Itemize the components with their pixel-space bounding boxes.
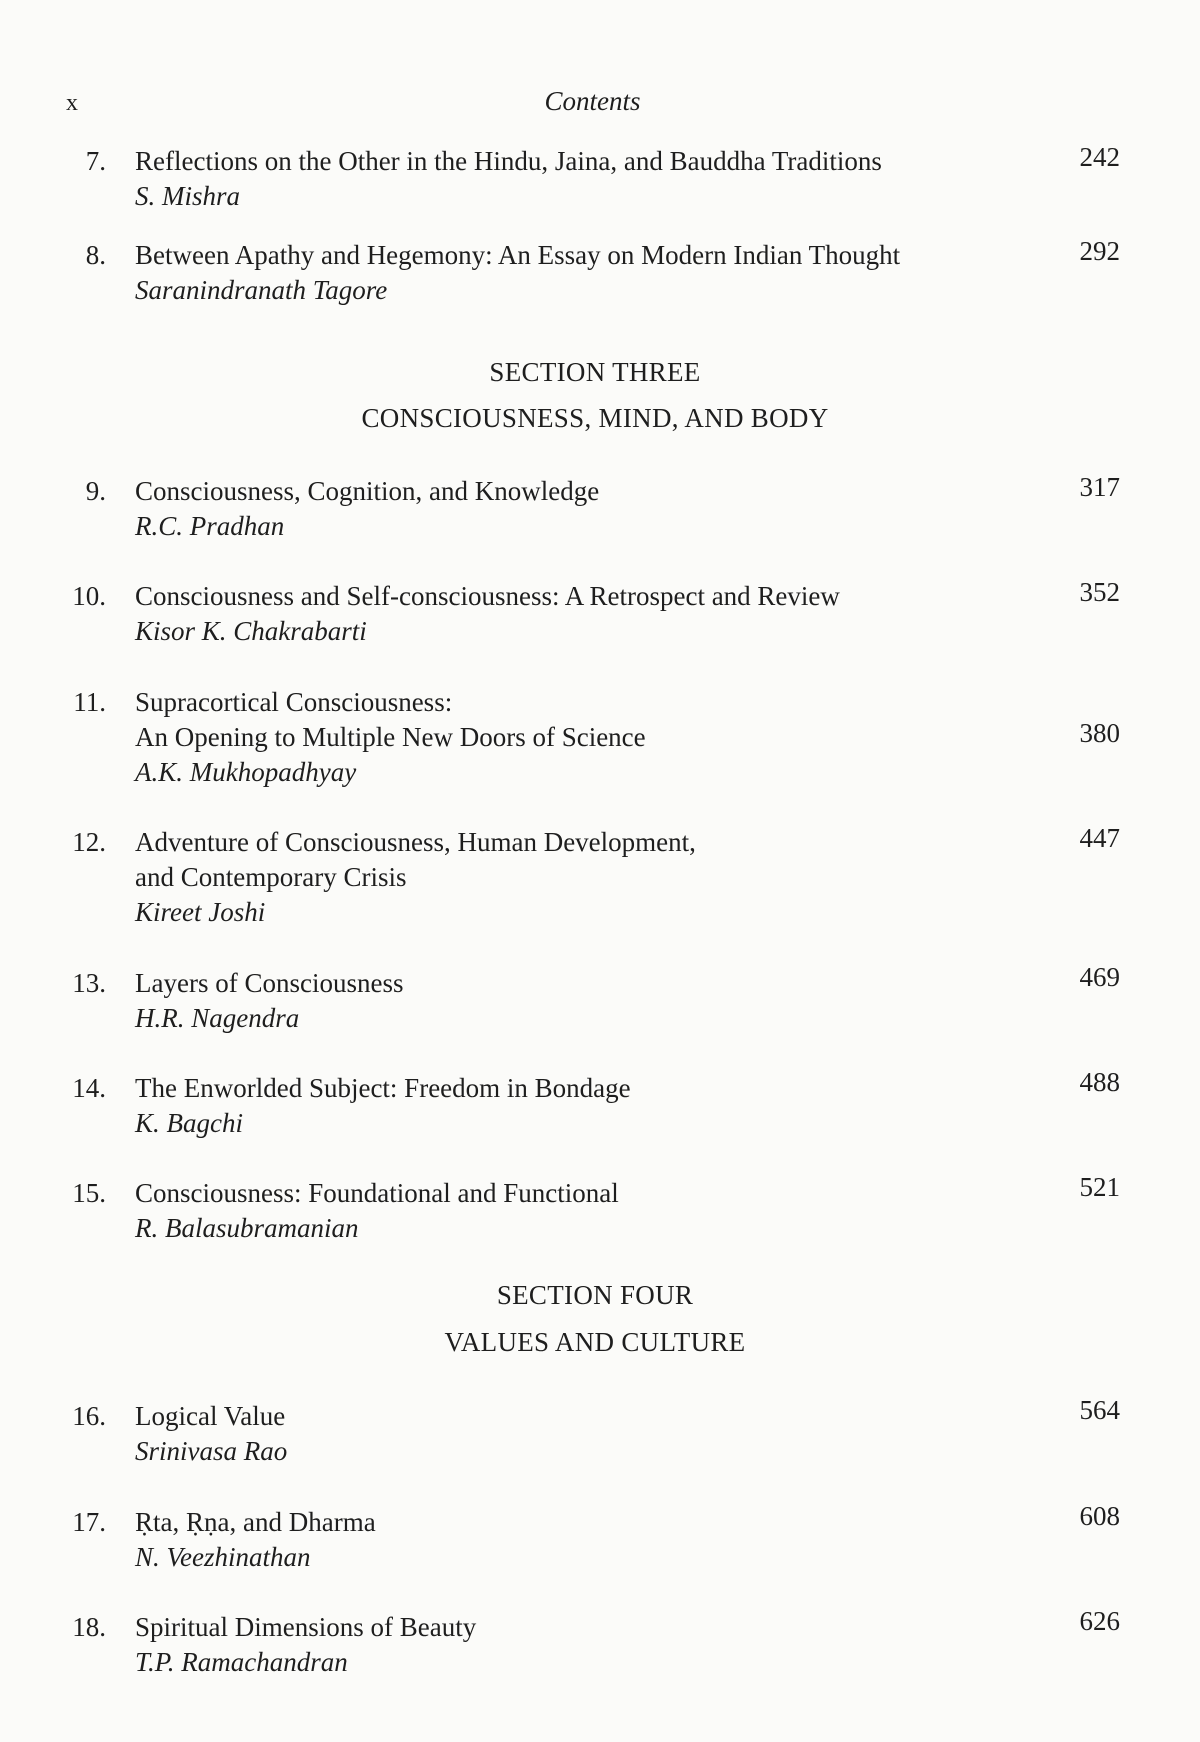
entry-title: Consciousness: Foundational and Functional bbox=[135, 1178, 619, 1208]
entry-author: R.C. Pradhan bbox=[135, 511, 285, 541]
section-four-title: VALUES AND CULTURE bbox=[444, 1327, 746, 1357]
entry-number: 16. bbox=[72, 1401, 106, 1431]
entry-page: 608 bbox=[1079, 1501, 1120, 1531]
page-folio: x bbox=[66, 90, 78, 116]
entry-title: Logical Value bbox=[135, 1401, 286, 1431]
entry-title: Consciousness and Self-consciousness: A Retrospect and Review bbox=[135, 581, 840, 611]
entry-number: 7. bbox=[85, 146, 106, 176]
entry-title-line-2: An Opening to Multiple New Doors of Science bbox=[135, 722, 646, 752]
section-three-title: CONSCIOUSNESS, MIND, AND BODY bbox=[361, 403, 829, 433]
entry-page: 469 bbox=[1079, 962, 1120, 992]
entry-page: 626 bbox=[1079, 1606, 1120, 1636]
section-three-label: SECTION THREE bbox=[489, 357, 701, 387]
entry-author: Kisor K. Chakrabarti bbox=[135, 616, 367, 646]
entry-page: 488 bbox=[1079, 1067, 1120, 1097]
entry-number: 11. bbox=[73, 687, 106, 717]
entry-author: A.K. Mukhopadhyay bbox=[135, 757, 357, 787]
entry-page: 317 bbox=[1079, 472, 1120, 502]
entry-number: 9. bbox=[85, 476, 106, 506]
entry-title: Layers of Consciousness bbox=[135, 968, 404, 998]
entry-author: T.P. Ramachandran bbox=[135, 1647, 348, 1677]
entry-number: 8. bbox=[85, 240, 106, 270]
entry-page: 352 bbox=[1079, 577, 1120, 607]
page-header bbox=[0, 86, 1200, 126]
entry-number: 14. bbox=[72, 1073, 106, 1103]
section-four-label: SECTION FOUR bbox=[496, 1280, 694, 1310]
entry-number: 17. bbox=[72, 1507, 106, 1537]
entry-author: N. Veezhinathan bbox=[135, 1542, 311, 1572]
entry-page: 380 bbox=[1079, 718, 1120, 748]
running-title: Contents bbox=[544, 86, 641, 116]
entry-author: Saranindranath Tagore bbox=[135, 275, 388, 305]
entry-number: 18. bbox=[72, 1612, 106, 1642]
entry-page: 447 bbox=[1079, 823, 1120, 853]
entry-title: Consciousness, Cognition, and Knowledge bbox=[135, 476, 600, 506]
entry-title-line-1: Supracortical Consciousness: bbox=[135, 687, 453, 717]
entry-author: Srinivasa Rao bbox=[135, 1436, 288, 1466]
entry-number: 13. bbox=[72, 968, 106, 998]
entry-author: H.R. Nagendra bbox=[135, 1003, 300, 1033]
entry-author: K. Bagchi bbox=[135, 1108, 243, 1138]
entry-page: 564 bbox=[1079, 1395, 1120, 1425]
entry-title: Between Apathy and Hegemony: An Essay on Modern Indian Thought bbox=[135, 240, 901, 270]
entry-title: Reflections on the Other in the Hindu, Jaina, and Bauddha Traditions bbox=[135, 146, 882, 176]
entry-title: Ṛta, Ṛṇa, and Dharma bbox=[135, 1507, 376, 1537]
entry-author: Kireet Joshi bbox=[135, 897, 266, 927]
entry-author: R. Balasubramanian bbox=[135, 1213, 359, 1243]
entry-page: 292 bbox=[1079, 236, 1120, 266]
entry-title: The Enworlded Subject: Freedom in Bondage bbox=[135, 1073, 631, 1103]
entry-number: 10. bbox=[72, 581, 106, 611]
entry-number: 15. bbox=[72, 1178, 106, 1208]
entry-title-line-1: Adventure of Consciousness, Human Development, bbox=[135, 827, 696, 857]
entry-title: Spiritual Dimensions of Beauty bbox=[135, 1612, 477, 1642]
entry-page: 521 bbox=[1079, 1172, 1120, 1202]
entry-page: 242 bbox=[1079, 142, 1120, 172]
entry-number: 12. bbox=[72, 827, 106, 857]
entry-author: S. Mishra bbox=[135, 181, 241, 211]
entry-title-line-2: and Contemporary Crisis bbox=[135, 862, 407, 892]
